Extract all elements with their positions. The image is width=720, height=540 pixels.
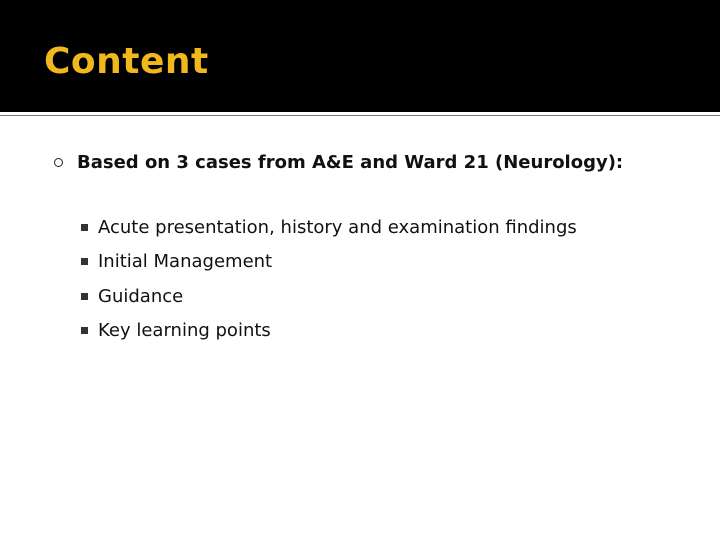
- square-bullet-icon: [81, 327, 88, 334]
- square-bullet-icon: [81, 293, 88, 300]
- title-divider: [0, 115, 720, 116]
- sub-point: [81, 314, 577, 349]
- sub-point: [81, 210, 577, 245]
- main-point-text: Based on 3 cases from A&E and Ward 21 (Neurology):: [77, 151, 624, 173]
- main-point: [54, 146, 623, 178]
- sub-point-text: Acute presentation, history and examination findings: [98, 216, 577, 238]
- sub-point: [81, 245, 577, 280]
- hollow-circle-bullet-icon: [54, 158, 63, 167]
- square-bullet-icon: [81, 224, 88, 231]
- slide-title: Content: [44, 41, 209, 82]
- title-band: [0, 0, 720, 112]
- sub-point-text: Guidance: [98, 285, 184, 307]
- sub-point-list: [81, 210, 577, 348]
- sub-point-text: Key learning points: [98, 320, 271, 342]
- sub-point: [81, 279, 577, 314]
- square-bullet-icon: [81, 258, 88, 265]
- sub-point-text: Initial Management: [98, 251, 273, 273]
